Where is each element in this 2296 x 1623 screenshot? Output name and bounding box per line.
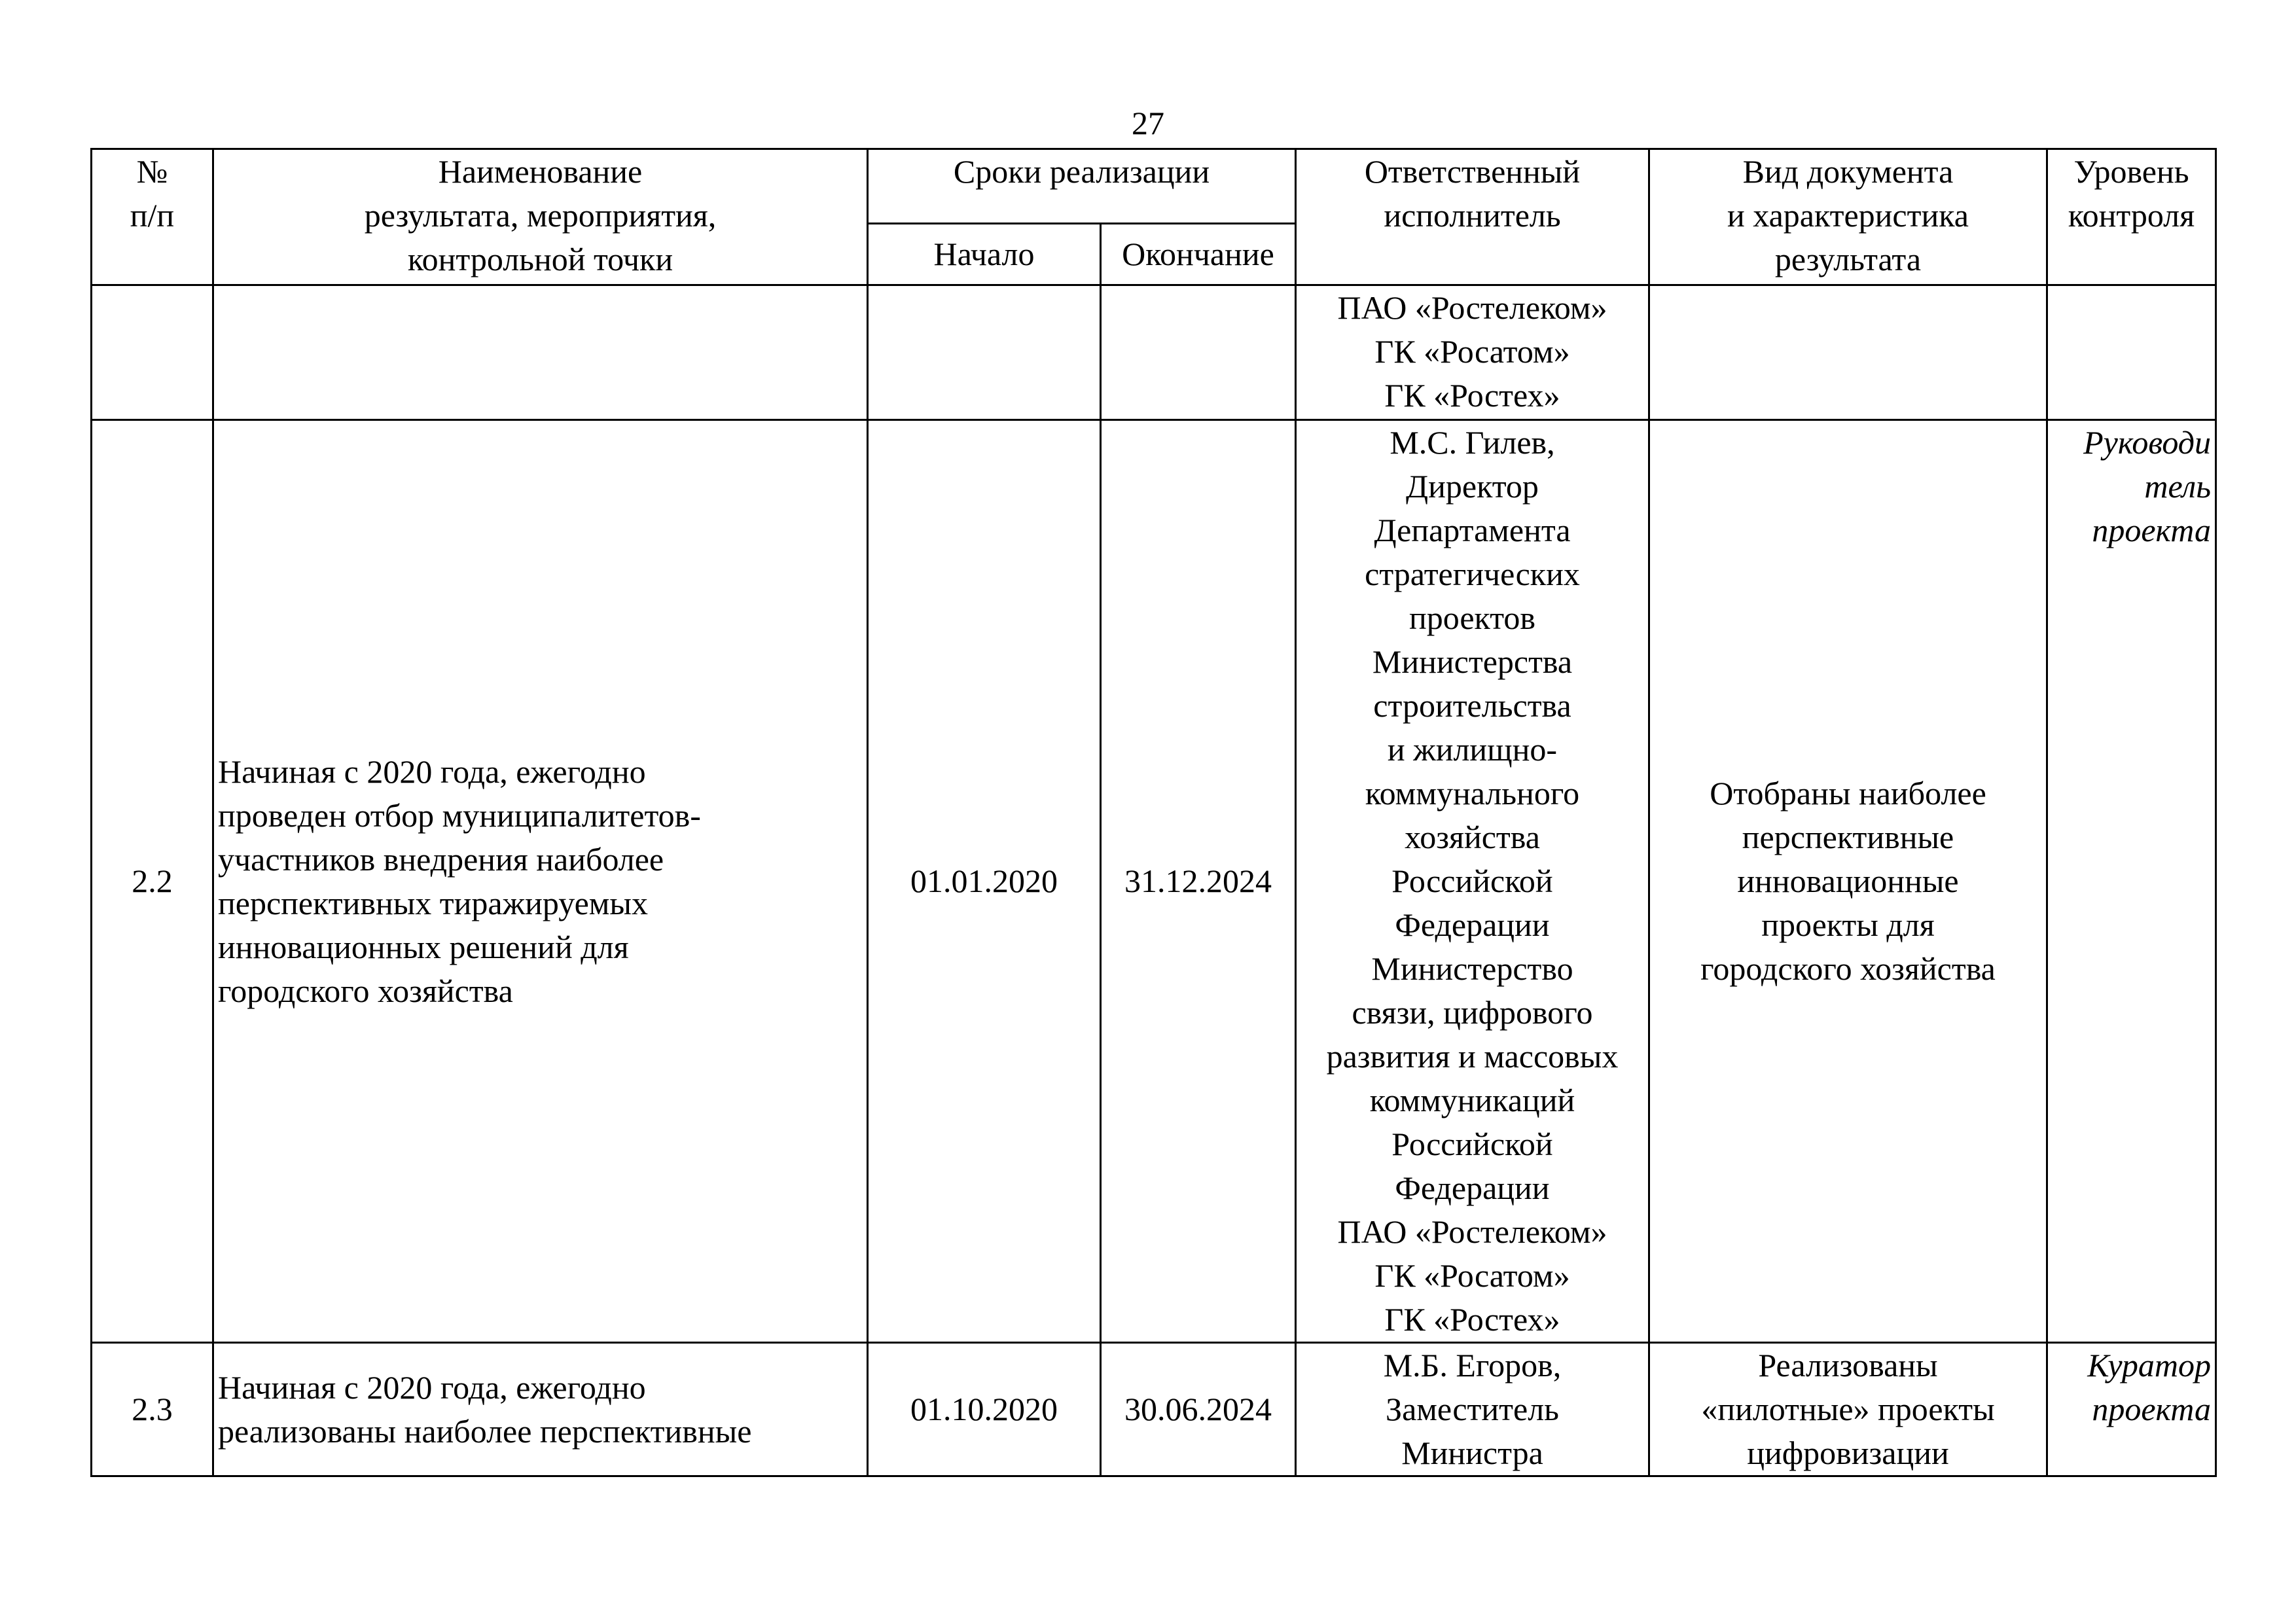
row-number: 2.3	[92, 1343, 213, 1476]
text-line: Департамента	[1374, 512, 1571, 548]
text-line: «пилотные» проекты	[1701, 1391, 1995, 1427]
header-responsible	[1296, 149, 1649, 285]
text-line: связи, цифрового	[1352, 994, 1593, 1031]
text-line: городского хозяйства	[218, 972, 513, 1009]
page-number: 27	[1132, 105, 1164, 141]
text-line: Куратор	[2087, 1347, 2211, 1383]
text-line: Федерации	[1395, 906, 1550, 943]
header-start: Начало	[868, 224, 1101, 285]
text-line: ГК «Ростех»	[1384, 377, 1560, 414]
row-end: 30.06.2024	[1101, 1343, 1296, 1476]
text-line: ПАО «Ростелеком»	[1337, 1213, 1607, 1250]
text-line: ГК «Росатом»	[1374, 1257, 1570, 1294]
row-start: 01.01.2020	[868, 420, 1101, 1343]
row-name	[213, 285, 868, 420]
text-line: проведен отбор муниципалитетов-	[218, 796, 701, 834]
row-end	[1101, 285, 1296, 420]
text-line: Директор	[1406, 468, 1539, 505]
text-line: исполнитель	[1384, 197, 1561, 234]
text-line: №	[136, 153, 168, 190]
text-line: коммунального	[1365, 775, 1580, 812]
row-end: 31.12.2024	[1101, 420, 1296, 1343]
text-line: Российской	[1391, 863, 1553, 899]
row-responsible	[1296, 420, 1649, 1343]
text-line: проектов	[1409, 599, 1535, 636]
text-line: ГК «Ростех»	[1384, 1301, 1560, 1338]
header-terms: Сроки реализации	[868, 149, 1296, 224]
text-line: контроля	[2068, 197, 2195, 234]
row-responsible	[1296, 285, 1649, 420]
table-row	[92, 1343, 2216, 1476]
text-line: строительства	[1373, 687, 1571, 724]
text-line: Отобраны наиболее	[1710, 775, 1986, 812]
text-line: перспективные	[1742, 819, 1954, 855]
text-line: городского хозяйства	[1700, 950, 1996, 987]
header-document	[1649, 149, 2047, 285]
text-line: коммуникаций	[1369, 1082, 1575, 1118]
text-line: Начиная с 2020 года, ежегодно	[218, 1368, 646, 1406]
text-line: развития и массовых	[1326, 1038, 1619, 1075]
text-line: М.Б. Егоров,	[1383, 1347, 1562, 1383]
row-responsible	[1296, 1343, 1649, 1476]
row-start: 01.10.2020	[868, 1343, 1101, 1476]
row-control	[2047, 1343, 2216, 1476]
row-document	[1649, 420, 2047, 1343]
text-line: Федерации	[1395, 1169, 1550, 1206]
text-line: реализованы наиболее перспективные	[218, 1412, 752, 1450]
text-line: Заместитель	[1386, 1391, 1559, 1427]
table-row	[92, 285, 2216, 420]
text-line: результата	[1774, 241, 1922, 277]
header-end: Окончание	[1101, 224, 1296, 285]
row-document	[1649, 285, 2047, 420]
row-name	[213, 1343, 868, 1476]
text-line: ГК «Росатом»	[1374, 333, 1570, 370]
text-line: инновационных решений для	[218, 928, 629, 965]
text-line: перспективных тиражируемых	[218, 884, 649, 921]
text-line: Уровень	[2073, 153, 2189, 190]
text-line: и жилищно-	[1387, 731, 1558, 768]
text-line: Министерство	[1371, 950, 1573, 987]
header-number	[92, 149, 213, 285]
text-line: цифровизации	[1747, 1435, 1949, 1471]
row-number	[92, 285, 213, 420]
text-line: инновационные	[1737, 863, 1959, 899]
text-line: контрольной точки	[407, 241, 673, 277]
text-line: М.С. Гилев,	[1390, 424, 1555, 461]
text-line: проекта	[2092, 1391, 2211, 1427]
text-line: участников внедрения наиболее	[218, 840, 664, 878]
text-line: результата, мероприятия,	[364, 197, 717, 234]
header-row	[92, 149, 2216, 224]
text-line: хозяйства	[1405, 819, 1540, 855]
row-start	[868, 285, 1101, 420]
text-line: проекта	[2092, 512, 2211, 548]
text-line: Реализованы	[1758, 1347, 1938, 1383]
events-table	[90, 148, 2217, 1477]
text-line: Российской	[1391, 1126, 1553, 1162]
text-line: тель	[2144, 468, 2211, 505]
text-line: стратегических	[1365, 556, 1580, 592]
table-row	[92, 420, 2216, 1343]
text-line: и характеристика	[1727, 197, 1969, 234]
text-line: Министра	[1401, 1435, 1543, 1471]
row-control	[2047, 420, 2216, 1343]
text-line: Начиная с 2020 года, ежегодно	[218, 753, 646, 790]
text-line: проекты для	[1761, 906, 1935, 943]
text-line: Руководи	[2083, 424, 2211, 461]
text-line: Министерства	[1372, 643, 1573, 680]
row-document	[1649, 1343, 2047, 1476]
text-line: Наименование	[438, 153, 643, 190]
header-control	[2047, 149, 2216, 285]
header-name	[213, 149, 868, 285]
row-control	[2047, 285, 2216, 420]
text-line: п/п	[130, 197, 175, 234]
text-line: Ответственный	[1364, 153, 1581, 190]
text-line: ПАО «Ростелеком»	[1337, 289, 1607, 326]
row-number: 2.2	[92, 420, 213, 1343]
row-name	[213, 420, 868, 1343]
text-line: Вид документа	[1742, 153, 1954, 190]
